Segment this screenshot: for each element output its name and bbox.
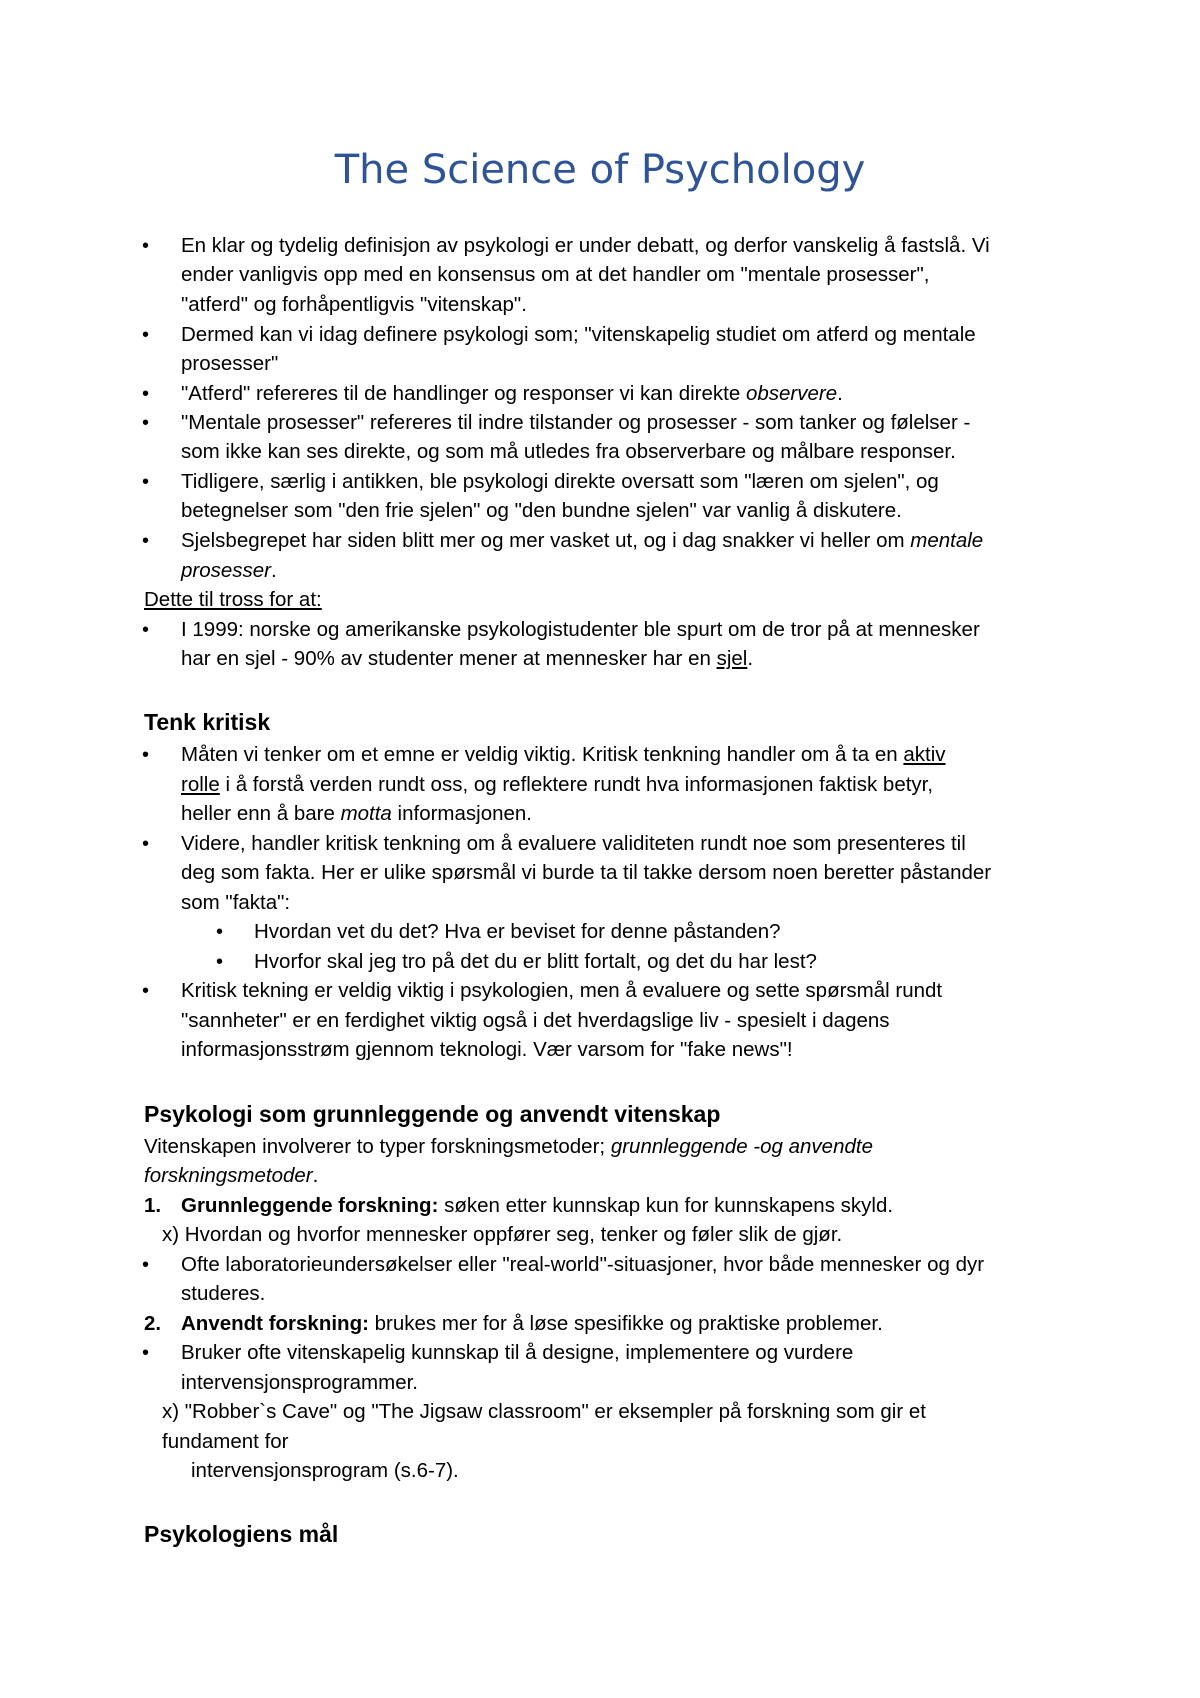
bullet-icon: •: [216, 921, 224, 943]
paragraph-line: En klar og tydelig definisjon av psykologi er under debatt, og derfor vanskelig å fastslå. Vi: [181, 234, 990, 257]
paragraph-line: I 1999: norske og amerikanske psykologistudenter ble spurt om de tror på at mennesker: [181, 618, 980, 641]
text-run: "Atferd" refereres til de handlinger og responser vi kan direkte: [181, 382, 746, 405]
paragraph-line: [181, 526, 983, 556]
text-run: .: [312, 1164, 319, 1187]
paragraph-line: studeres.: [181, 1282, 266, 1305]
text-run: i å forstå verden rundt oss, og reflektere rundt hva informasjonen faktisk betyr,: [219, 773, 934, 796]
underlined-note: Dette til tross for at:: [144, 588, 322, 611]
italic-text: forskningsmetoder: [144, 1164, 313, 1187]
sub-bullet-line: Hvorfor skal jeg tro på det du er blitt fortalt, og det du har lest?: [254, 950, 817, 973]
text-run: .: [837, 382, 843, 405]
italic-text: grunnleggende -og anvendte: [610, 1135, 873, 1158]
list-number: 2.: [144, 1312, 162, 1335]
bullet-icon: •: [142, 1254, 150, 1276]
bullet-icon: •: [142, 324, 150, 346]
example-line: x) Hvordan og hvorfor mennesker oppfører seg, tenker og føler slik de gjør.: [162, 1223, 843, 1246]
paragraph-line: [181, 799, 532, 829]
bullet-icon: •: [142, 412, 150, 434]
italic-text: motta: [340, 802, 392, 825]
paragraph-line: Bruker ofte vitenskapelig kunnskap til å designe, implementere og vurdere: [181, 1341, 854, 1364]
section-heading: Psykologiens mål: [144, 1521, 339, 1547]
list-number: 1.: [144, 1194, 162, 1217]
numbered-item: [181, 1309, 883, 1339]
text-run: heller enn å bare: [181, 802, 341, 825]
bullet-icon: •: [142, 471, 150, 493]
bullet-icon: •: [142, 383, 150, 405]
text-run: .: [747, 647, 754, 670]
paragraph-line: [181, 379, 843, 409]
paragraph-line: [181, 556, 277, 586]
section-heading: Psykologi som grunnleggende og anvendt vitenskap: [144, 1101, 721, 1127]
paragraph-line: Dermed kan vi idag definere psykologi som; "vitenskapelig studiet om atferd og mentale: [181, 323, 976, 346]
text-run: Måten vi tenker om et emne er veldig viktig. Kritisk tenkning handler om å ta en: [181, 743, 904, 766]
example-line: intervensjonsprogram (s.6-7).: [191, 1459, 459, 1482]
paragraph-line: Videre, handler kritisk tenkning om å evaluere validiteten rundt noe som presenteres til: [181, 832, 966, 855]
paragraph-line: ender vanligvis opp med en konsensus om at det handler om "mentale prosesser",: [181, 263, 930, 286]
paragraph-line: intervensjonsprogrammer.: [181, 1371, 418, 1394]
example-line: x) "Robber`s Cave" og "The Jigsaw classroom" er eksempler på forskning som gir et: [162, 1400, 926, 1423]
bullet-icon: •: [142, 833, 150, 855]
paragraph-line: Tidligere, særlig i antikken, ble psykologi direkte oversatt som "læren om sjelen", og: [181, 470, 939, 493]
paragraph-line: [181, 740, 946, 770]
paragraph-line: [144, 1132, 873, 1162]
bold-term: Anvendt forskning:: [181, 1312, 369, 1335]
underlined-text: rolle: [181, 773, 220, 796]
text-run: .: [271, 559, 277, 582]
underlined-text: sjel: [716, 647, 748, 670]
paragraph-line: [144, 1161, 318, 1191]
bullet-icon: •: [142, 1342, 150, 1364]
text-run: Sjelsbegrepet har siden blitt mer og mer vasket ut, og i dag snakker vi heller om: [181, 529, 911, 552]
text-run: brukes mer for å løse spesifikke og praktiske problemer.: [368, 1312, 883, 1335]
italic-text: observere: [745, 382, 838, 405]
text-run: Vitenskapen involverer to typer forskningsmetoder;: [144, 1135, 611, 1158]
numbered-item: [181, 1191, 893, 1221]
paragraph-line: Ofte laboratorieundersøkelser eller "real-world"-situasjoner, hvor både mennesker og dyr: [181, 1253, 985, 1276]
italic-text: mentale: [910, 529, 984, 552]
document-title: The Science of Psychology: [334, 147, 866, 193]
paragraph-line: som "fakta":: [181, 891, 291, 914]
paragraph-line: deg som fakta. Her er ulike spørsmål vi burde ta til takke dersom noen beretter påstander: [181, 861, 992, 884]
paragraph-line: "sannheter" er en ferdighet viktig også i det hverdagslige liv - spesielt i dagens: [181, 1009, 890, 1032]
bullet-icon: •: [142, 744, 150, 766]
text-run: har en sjel - 90% av studenter mener at mennesker har en: [181, 647, 717, 670]
underlined-text: aktiv: [903, 743, 946, 766]
sub-bullet-line: Hvordan vet du det? Hva er beviset for denne påstanden?: [254, 920, 781, 943]
paragraph-line: som ikke kan ses direkte, og som må utledes fra observerbare og målbare responser.: [181, 440, 956, 463]
bold-term: Grunnleggende forskning:: [181, 1194, 439, 1217]
bullet-icon: •: [142, 530, 150, 552]
bullet-icon: •: [142, 235, 150, 257]
bullet-icon: •: [142, 980, 150, 1002]
text-run: søken etter kunnskap kun for kunnskapens skyld.: [438, 1194, 894, 1217]
paragraph-line: [181, 644, 753, 674]
bullet-icon: •: [142, 619, 150, 641]
paragraph-line: "Mentale prosesser" refereres til indre tilstander og prosesser - som tanker og følelser -: [181, 411, 971, 434]
text-run: informasjonen.: [391, 802, 533, 825]
paragraph-line: betegnelser som "den frie sjelen" og "den bundne sjelen" var vanlig å diskutere.: [181, 499, 902, 522]
paragraph-line: prosesser": [181, 352, 279, 375]
paragraph-line: [181, 770, 933, 800]
example-line: fundament for: [162, 1430, 289, 1453]
paragraph-line: "atferd" og forhåpentligvis "vitenskap".: [181, 293, 527, 316]
italic-text: prosesser: [181, 559, 272, 582]
paragraph-line: informasjonsstrøm gjennom teknologi. Vær varsom for "fake news"!: [181, 1038, 793, 1061]
paragraph-line: Kritisk tekning er veldig viktig i psykologien, men å evaluere og sette spørsmål rundt: [181, 979, 943, 1002]
bullet-icon: •: [216, 951, 224, 973]
section-heading: Tenk kritisk: [144, 709, 271, 735]
